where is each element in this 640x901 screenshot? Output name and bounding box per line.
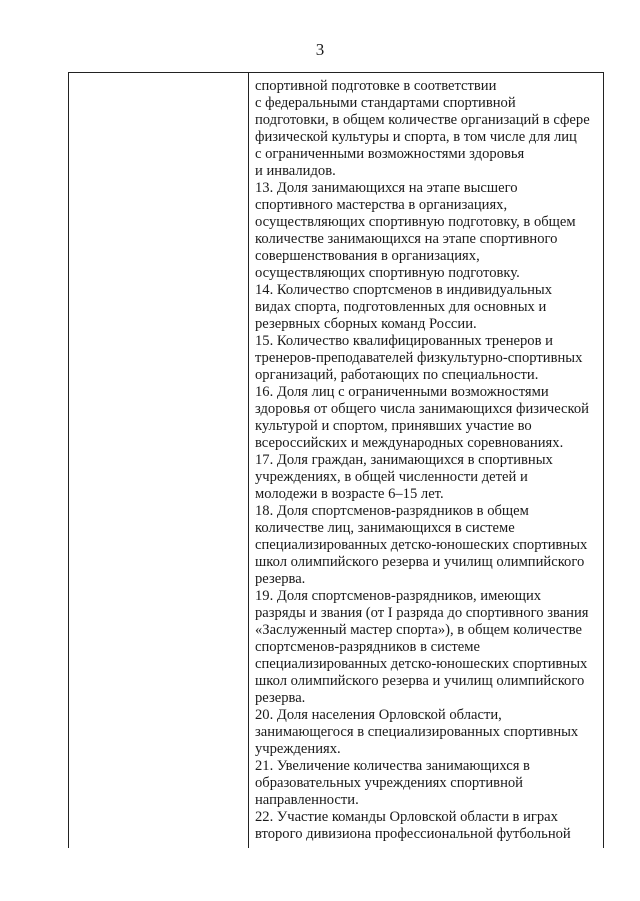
text-line: и инвалидов.: [255, 163, 336, 179]
text-line: 15. Количество квалифицированных тренеров и: [255, 333, 553, 349]
text-line: 21. Увеличение количества занимающихся в: [255, 758, 530, 774]
text-line: молодежи в возрасте 6–15 лет.: [255, 486, 444, 502]
text-line: с ограниченными возможностями здоровья: [255, 146, 525, 162]
table-right-column: [249, 73, 603, 848]
text-line: спортивного мастерства в организациях,: [255, 197, 508, 213]
document-table: [68, 72, 604, 848]
text-line: резерва.: [255, 571, 306, 587]
text-line: культурой и спортом, принявших участие во: [255, 418, 532, 434]
text-line: спортсменов-разрядников в системе: [255, 639, 480, 655]
text-line: 18. Доля спортсменов-разрядников в общем: [255, 503, 529, 519]
text-line: осуществляющих спортивную подготовку, в общем: [255, 214, 576, 230]
text-line: «Заслуженный мастер спорта»), в общем количестве: [255, 622, 582, 638]
text-line: 19. Доля спортсменов-разрядников, имеющих: [255, 588, 542, 604]
text-line: количестве занимающихся на этапе спортивного: [255, 231, 558, 247]
text-line: 13. Доля занимающихся на этапе высшего: [255, 180, 518, 196]
text-line: резерва.: [255, 690, 306, 706]
text-line: второго дивизиона профессиональной футбольной: [255, 826, 571, 842]
text-line: спортивной подготовке в соответствии: [255, 78, 497, 94]
text-line: тренеров-преподавателей физкультурно-спортивных: [255, 350, 583, 366]
text-line: всероссийских и международных соревнованиях.: [255, 435, 564, 451]
text-line: 14. Количество спортсменов в индивидуальных: [255, 282, 553, 298]
text-line: направленности.: [255, 792, 359, 808]
text-line: образовательных учреждениях спортивной: [255, 775, 523, 791]
text-line: школ олимпийского резерва и училищ олимпийского: [255, 673, 585, 689]
text-line: специализированных детско-юношеских спортивных: [255, 656, 588, 672]
text-line: резервных сборных команд России.: [255, 316, 477, 332]
text-line: совершенствования в организациях,: [255, 248, 480, 264]
text-line: осуществляющих спортивную подготовку.: [255, 265, 520, 281]
text-line: школ олимпийского резерва и училищ олимпийского: [255, 554, 585, 570]
text-line: количестве лиц, занимающихся в системе: [255, 520, 515, 536]
text-line: 22. Участие команды Орловской области в играх: [255, 809, 558, 825]
text-line: учреждениях, в общей численности детей и: [255, 469, 528, 485]
text-line: специализированных детско-юношеских спортивных: [255, 537, 588, 553]
text-line: физической культуры и спорта, в том числе для лиц: [255, 129, 577, 145]
text-line: учреждениях.: [255, 741, 341, 757]
table-left-column: [69, 73, 249, 848]
text-line: 16. Доля лиц с ограниченными возможностями: [255, 384, 549, 400]
text-line: 17. Доля граждан, занимающихся в спортивных: [255, 452, 553, 468]
text-line: занимающегося в специализированных спортивных: [255, 724, 579, 740]
text-line: разряды и звания (от I разряда до спортивного звания: [255, 605, 589, 621]
text-line: организаций, работающих по специальности.: [255, 367, 539, 383]
text-line: с федеральными стандартами спортивной: [255, 95, 516, 111]
text-line: 20. Доля населения Орловской области,: [255, 707, 502, 723]
text-line: видах спорта, подготовленных для основных и: [255, 299, 547, 315]
text-line: подготовки, в общем количестве организаций в сфере: [255, 112, 590, 128]
text-line: здоровья от общего числа занимающихся физической: [255, 401, 589, 417]
page-number: 3: [315, 40, 325, 59]
